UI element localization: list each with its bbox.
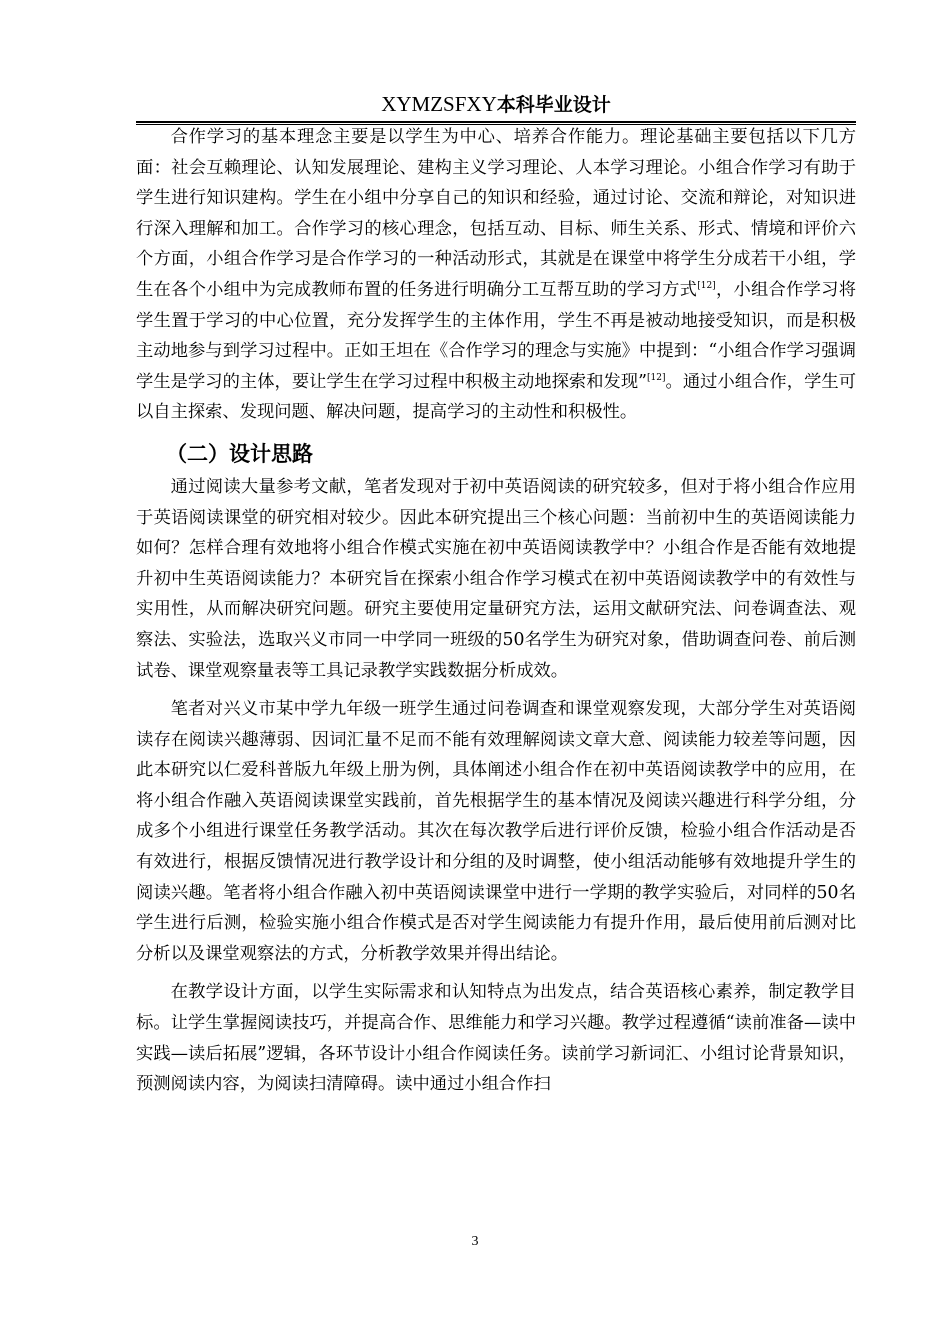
paragraph-2: 通过阅读大量参考文献，笔者发现对于初中英语阅读的研究较多，但对于将小组合作应用于英语阅读课堂的研究相对较少。因此本研究提出三个核心问题：当前初中生的英语阅读能力如何？怎样合理有效地将小组合作模式实施在初中英语阅读教学中？小组合作是否能有效地提升初中生英语阅读能力？本研究旨在探索小组合作学习模式在初中英语阅读教学中的有效性与实用性，从而解决研究问题。研究主要使用定量研究方法，运用文献研究法、问卷调查法、观察法、实验法，选取兴义市同一中学同一班级的50名学生为研究对象，借助调查问卷、前后测试卷、课堂观察量表等工具记录教学实践数据分析成效。 [136,476,856,681]
header-title: 本科毕业设计 [496,94,611,116]
header-school-code: XYMZSFXY [381,92,497,116]
paragraph-4: 在教学设计方面，以学生实际需求和认知特点为出发点，结合英语核心素养，制定教学目标。让学生掌握阅读技巧，并提高合作、思维能力和学习兴趣。教学过程遵循“读前准备—读中实践—读后拓展”逻辑，各环节设计小组合作阅读任务。读前学习新词汇、小组讨论背景知识，预测阅读内容，为阅读扫清障碍。读中通过小组合作扫 [136,982,856,1095]
page-header [136,90,856,119]
page-number: 3 [471,1234,479,1249]
body-content [136,122,856,1108]
section-heading: （二）设计思路 [166,441,313,466]
paragraph-3: 笔者对兴义市某中学九年级一班学生通过问卷调查和课堂观察发现，大部分学生对英语阅读存在阅读兴趣薄弱、因词汇量不足而不能有效理解阅读文章大意、阅读能力较差等问题，因此本研究以仁爱科普版九年级上册为例，具体阐述小组合作在初中英语阅读教学中的应用，在将小组合作融入英语阅读课堂实践前，首先根据学生的基本情况及阅读兴趣进行科学分组，分成多个小组进行课堂任务教学活动。其次在每次教学后进行评价反馈，检验小组合作活动是否有效进行，根据反馈情况进行教学设计和分组的及时调整，使小组活动能够有效地提升学生的阅读兴趣。笔者将小组合作融入初中英语阅读课堂中进行一学期的教学实验后，对同样的50名学生进行后测，检验实施小组合作模式是否对学生阅读能力有提升作用，最后使用前后测对比分析以及课堂观察法的方式，分析教学效果并得出结论。 [136,699,856,964]
citation-ref: [12] [697,281,716,292]
paragraph-1: 合作学习的基本理念主要是以学生为中心、培养合作能力。理论基础主要包括以下几方面：社会互赖理论、认知发展理论、建构主义学习理论、人本学习理论。小组合作学习有助于学生进行知识建构。学生在小组中分享自己的知识和经验，通过讨论、交流和辩论，对知识进行深入理解和加工。合作学习的核心理念，包括互动、目标、师生关系、形式、情境和评价六个方面，小组合作学习是合作学习的一种活动形式，其就是在课堂中将学生分成若干小组，学生在各个小组中为完成教师布置的任务进行明确分工互帮互助的学习方式[12]，小组合作学习将学生置于学习的中心位置，充分发挥学生的主体作用，学生不再是被动地接受知识，而是积极主动地参与到学习过程中。正如王坦在《合作学习的理念与实施》中提到：“小组合作学习强调学生是学习的主体，要让学生在学习过程中积极主动地探索和发现”[12]。通过小组合作，学生可以自主探索、发现问题、解决问题，提高学习的主动性和积极性。 [136,127,856,423]
citation-ref: [12] [647,372,666,383]
